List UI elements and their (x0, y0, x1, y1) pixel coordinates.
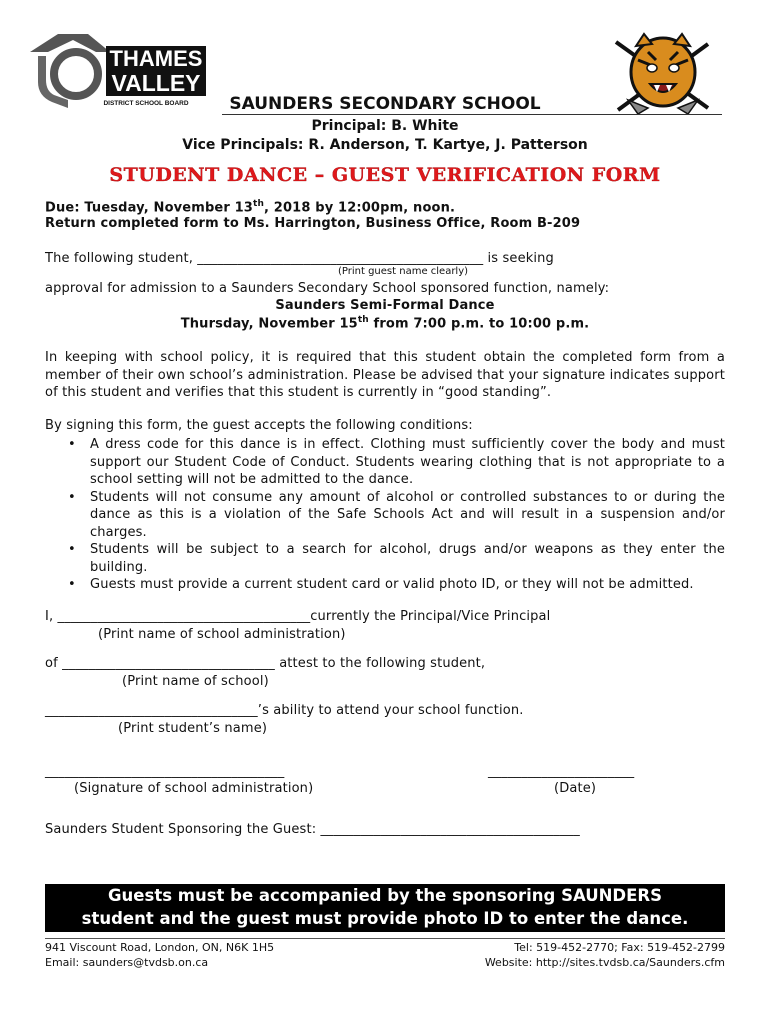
banner-line-2: student and the guest must provide photo ID to enter the dance. (81, 909, 689, 928)
date-caption: (Date) (554, 781, 597, 796)
event-date: Thursday, November 15th from 7:00 p.m. to 10:00 p.m. (180, 315, 590, 332)
policy-paragraph: In keeping with school policy, it is required that this student obtain the completed form from a member of their own school’s administration. Please be advised that your signature indicates support of this student and verifies that this student is currently in “good standing”. (45, 350, 725, 400)
notice-banner (45, 884, 725, 932)
school-name: SAUNDERS SECONDARY SCHOOL (229, 94, 541, 114)
signature-field[interactable]: ____________________________________ (45, 764, 285, 779)
school-name-field[interactable]: of ________________________________ attest to the following student, (45, 656, 486, 671)
event-name: Saunders Semi-Formal Dance (275, 298, 495, 313)
logo-text-valley: VALLEY (111, 70, 201, 96)
footer-address: 941 Viscount Road, London, ON, N6K 1H5 (45, 941, 275, 954)
conditions-intro: By signing this form, the guest accepts the following conditions: (45, 418, 473, 433)
footer-email: Email: saunders@tvdsb.on.ca (45, 956, 209, 969)
footer-phone: Tel: 519-452-2770; Fax: 519-452-2799 (514, 941, 725, 954)
conditions-list-wrap (45, 436, 725, 594)
guest-name-field[interactable]: The following student, ___________________________________________ is seeking (45, 251, 554, 266)
due-line: Due: Tuesday, November 13th, 2018 by 12:00pm, noon. (45, 199, 456, 216)
condition-item: • Students will not consume any amount of alcohol or controlled substances to or during the dance as this is a violation of the Safe Schools Act and will result in a suspension and/or charges. (90, 489, 725, 542)
approval-text: approval for admission to a Saunders Secondary School sponsored function, namely: (45, 281, 610, 296)
banner-line-1: Guests must be accompanied by the sponsoring SAUNDERS (108, 886, 662, 905)
header-rule (222, 114, 722, 115)
signature-caption: (Signature of school administration) (74, 781, 314, 796)
admin-name-field[interactable]: I, ______________________________________currently the Principal/Vice Principal (45, 609, 551, 624)
student-name-field[interactable]: ________________________________’s ability to attend your school function. (45, 703, 524, 718)
conditions-list (45, 436, 725, 594)
student-name-caption: (Print student’s name) (118, 721, 268, 736)
logo-text-thames: THAMES (109, 46, 203, 71)
condition-item: • A dress code for this dance is in effect. Clothing must sufficiently cover the body and must support our Student Code of Conduct. Students wearing clothing that is not appropriate to a school setting will not be admitted to the dance. (90, 436, 725, 489)
sponsor-field[interactable]: Saunders Student Sponsoring the Guest: _______________________________________ (45, 822, 580, 837)
return-line: Return completed form to Ms. Harrington, Business Office, Room B-209 (45, 216, 581, 231)
condition-item: • Students will be subject to a search for alcohol, drugs and/or weapons as they enter the building. (90, 541, 725, 576)
condition-item: • Guests must provide a current student card or valid photo ID, or they will not be admitted. (90, 576, 725, 594)
logo-text-board: DISTRICT SCHOOL BOARD (103, 100, 189, 107)
form-title: STUDENT DANCE – GUEST VERIFICATION FORM (109, 164, 661, 186)
school-name-caption: (Print name of school) (122, 674, 269, 689)
vice-principals-line: Vice Principals: R. Anderson, T. Kartye, J. Patterson (182, 137, 588, 153)
footer-rule (45, 938, 725, 939)
admin-name-caption: (Print name of school administration) (98, 627, 346, 642)
date-field[interactable]: ______________________ (488, 764, 635, 779)
guest-name-caption: (Print guest name clearly) (338, 266, 469, 277)
principal-line: Principal: B. White (311, 118, 459, 134)
footer-website[interactable]: Website: http://sites.tvdsb.ca/Saunders.cfm (484, 956, 725, 969)
